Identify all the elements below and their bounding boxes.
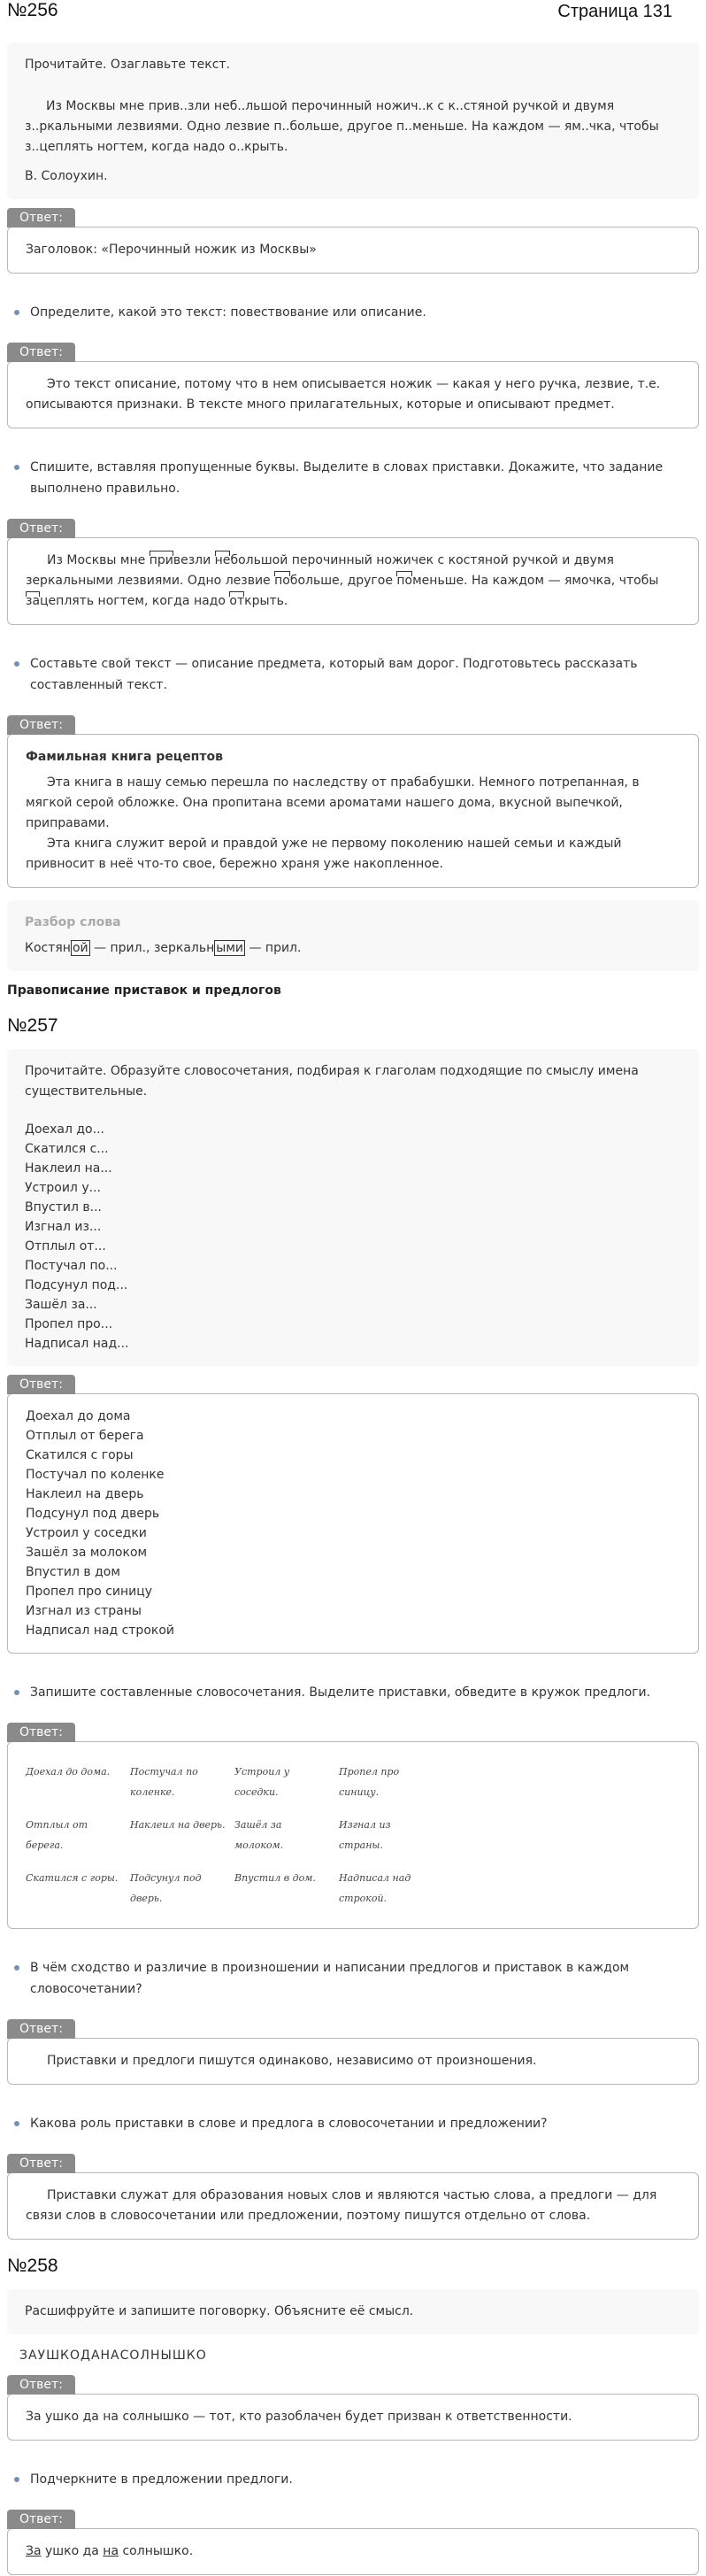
list-item: Доехал до дома (26, 1409, 131, 1423)
list-item: Отплыл от берега (26, 1429, 144, 1443)
answer-block (0, 715, 706, 888)
handwritten-phrase: Подсунул под дверь. (130, 1872, 202, 1904)
answer-label: Ответ: (7, 1375, 75, 1394)
handwritten-notes (26, 1756, 680, 1914)
prefix-mark: при (149, 553, 173, 567)
question-role: Какова роль приставки в слове и предлога в словосочетании и предложении? (7, 2113, 699, 2134)
answer-block (0, 2154, 706, 2240)
list-item: Подсунул под... (25, 1278, 128, 1292)
answer-text: больше, другое (289, 574, 397, 588)
answer-box: Заголовок: «Перочинный ножик из Москвы» (7, 227, 699, 274)
word-analysis-card (7, 900, 699, 971)
list-item: Отплыл от... (25, 1239, 106, 1253)
ending-mark: ой (72, 941, 88, 955)
list-item: Скатился с... (25, 1142, 109, 1156)
answer-text: Из Москвы мне (47, 553, 150, 567)
handwritten-phrase: Доехал до дома. (26, 1766, 111, 1778)
prefix-mark: по (274, 574, 290, 588)
task-number-257: №257 (7, 1015, 58, 1036)
question-text-type: Определите, какой это текст: повествование или описание. (7, 302, 699, 323)
page-number: Страница 131 (557, 2, 672, 21)
recipe-paragraph: Эта книга служит верой и правдой уже не первому поколению нашей семьи и каждый привносит в неё что-то свое, бережно храня уже накопленное. (26, 837, 622, 871)
task-258-instruction: Расшифруйте и запишите поговорку. Объясните её смысл. (25, 2304, 414, 2318)
section-title: Правописание приставок и предлогов (7, 983, 281, 998)
answer-label: Ответ: (7, 343, 75, 362)
prefix-mark: не (214, 553, 231, 567)
handwritten-phrase: Скатился с горы. (26, 1872, 119, 1884)
preposition-underline: За (26, 2544, 42, 2558)
answer-label: Ответ: (7, 715, 75, 735)
answer-block (0, 1723, 706, 1929)
task-number-258: №258 (7, 2256, 58, 2276)
word-analysis-line (25, 938, 681, 959)
list-item: Наклеил на... (25, 1161, 112, 1176)
list-item: Скатился с горы (26, 1448, 134, 1462)
list-item: Доехал до... (25, 1122, 104, 1137)
list-item: Изгнал из... (25, 1220, 102, 1234)
task-257-instruction: Прочитайте. Образуйте словосочетания, подбирая к глаголам подходящие по смыслу имена существительные. (25, 1064, 639, 1099)
handwritten-phrase: Устроил у соседки. (234, 1766, 290, 1798)
answer-box: Это текст описание, потому что в нем описывается ножик — какая у него ручка, лезвие, т.е. описываются признаки. В тексте много прилагательных, которые и описывают предмет. (7, 361, 699, 428)
answer-block (0, 2375, 706, 2441)
answer-box: Приставки служат для образования новых слов и являются частью слова, а предлоги — для связи слов в словосочетании или предложении, поэтому пишутся отдельно от слова. (7, 2172, 699, 2240)
list-item: Зашёл за... (25, 1298, 97, 1312)
word-analysis-title: Разбор слова (25, 915, 121, 929)
answer-box: За ушко да на солнышко — тот, кто разоблачен будет призван к ответственности. (7, 2394, 699, 2441)
question-underline: Подчеркните в предложении предлоги. (7, 2469, 699, 2490)
question-write-phrases: Запишите составленные словосочетания. Выделите приставки, обведите в кружок предлоги. (7, 1682, 699, 1703)
list-item: Устроил у соседки (26, 1526, 147, 1540)
handwritten-phrase: Надписал над строкой. (339, 1872, 411, 1904)
ending-mark: ыми (216, 941, 244, 955)
task-256-author: В. Солоухин. (25, 169, 108, 183)
list-item: Пропел про... (25, 1317, 113, 1331)
list-item: Постучал по... (25, 1259, 118, 1273)
list-item: Подсунул под дверь (26, 1507, 160, 1521)
question-copy-text: Спишите, вставляя пропущенные буквы. Выделите в словах приставки. Докажите, что задание выполнено правильно. (7, 457, 699, 499)
handwritten-phrase: Зашёл за молоком. (234, 1819, 284, 1851)
answer-box-phrases (7, 1393, 699, 1654)
answer-text: солнышко. (119, 2544, 194, 2558)
list-item: Впустил в дом (26, 1565, 120, 1579)
handwritten-phrase: Постучал по коленке. (130, 1766, 198, 1798)
verb-list (25, 1120, 681, 1354)
handwritten-phrase: Пропел про синицу. (339, 1766, 400, 1798)
task-258-card (7, 2289, 699, 2334)
answer-box-underlined (7, 2528, 699, 2575)
answer-text: ушко да (41, 2544, 104, 2558)
question-similarity: В чём сходство и различие в произношении и написании предлогов и приставок в каждом словосочетании? (7, 1957, 699, 2000)
answer-label: Ответ: (7, 2375, 75, 2395)
list-item: Изгнал из страны (26, 1604, 142, 1618)
answer-text: цеплять ногтем, когда надо (40, 594, 230, 608)
answer-label: Ответ: (7, 519, 75, 538)
list-item: Зашёл за молоком (26, 1546, 148, 1560)
answer-block (0, 519, 706, 625)
answer-label: Ответ: (7, 1723, 75, 1742)
preposition-underline: на (103, 2544, 119, 2558)
task-256-text: Из Москвы мне прив..зли неб..льшой перочинный ножич..к с к..стяной ручкой и двумя з..ркальными лезвиями. Одно лезвие п..больше, другое п..меньше. На каждом — ям..чка, чтобы з..цеплять ногтем, когда надо о..крыть. (25, 99, 659, 154)
analysis-text: — прил. (245, 941, 302, 955)
answer-block (0, 343, 706, 428)
answer-text: везли (173, 553, 215, 567)
analysis-text: — прил., (89, 941, 154, 955)
task-256-instruction: Прочитайте. Озаглавьте текст. (25, 58, 231, 72)
list-item: Надписал над строкой (26, 1623, 174, 1638)
answer-label: Ответ: (7, 208, 75, 228)
list-item: Устроил у... (25, 1181, 101, 1195)
word-stem: зеркальн (153, 941, 215, 955)
handwritten-phrase: Отплыл от берега. (26, 1819, 88, 1851)
recipe-title: Фамильная книга рецептов (26, 750, 223, 764)
answer-block (0, 1375, 706, 1654)
list-item: Впустил в... (25, 1200, 102, 1215)
task-257-card (7, 1049, 699, 1366)
answer-label: Ответ: (7, 2019, 75, 2039)
answer-block (0, 2510, 706, 2575)
task-256-card (7, 42, 699, 199)
handwritten-phrase: Впустил в дом. (234, 1872, 316, 1884)
handwritten-phrase: Наклеил на дверь. (130, 1819, 226, 1831)
answer-box-handwritten (7, 1741, 699, 1929)
prefix-mark: от (229, 594, 245, 608)
prefix-mark: по (396, 574, 413, 588)
answer-text: большой перочинный ножичек с костяной ручкой и двумя зеркальными лезвиями. Одно лезвие (26, 553, 614, 588)
list-item: Наклеил на дверь (26, 1487, 144, 1501)
answer-block (0, 2019, 706, 2085)
answer-box-prefixes (7, 537, 699, 625)
task-number-256: №256 (7, 0, 58, 20)
answer-label: Ответ: (7, 2154, 75, 2173)
page-header (0, 0, 706, 28)
question-compose-text: Составьте свой текст — описание предмета, который вам дорог. Подготовьтесь рассказать составленный текст. (7, 653, 699, 696)
prefix-mark: за (26, 594, 41, 608)
coded-phrase: ЗАУШКОДАНАСОЛНЫШКО (19, 2348, 207, 2363)
recipe-paragraph: Эта книга в нашу семью перешла по наследству от прабабушки. Немного потрепанная, в мягкой серой обложке. Она пропитана всеми ароматами нашего дома, вкусной выпечкой, приправами. (26, 775, 640, 830)
word-stem: Костян (25, 941, 71, 955)
answer-box: Приставки и предлоги пишутся одинаково, независимо от произношения. (7, 2038, 699, 2085)
list-item: Надписал над... (25, 1337, 129, 1351)
list-item: Постучал по коленке (26, 1468, 165, 1482)
answer-text: крыть. (244, 594, 288, 608)
handwritten-phrase: Изгнал из страны. (339, 1819, 391, 1851)
list-item: Пропел про синицу (26, 1585, 153, 1599)
answer-text: меньше. На каждом — ямочка, чтобы (412, 574, 659, 588)
answer-block (0, 208, 706, 274)
answer-label: Ответ: (7, 2510, 75, 2529)
answer-box-recipe (7, 734, 699, 888)
